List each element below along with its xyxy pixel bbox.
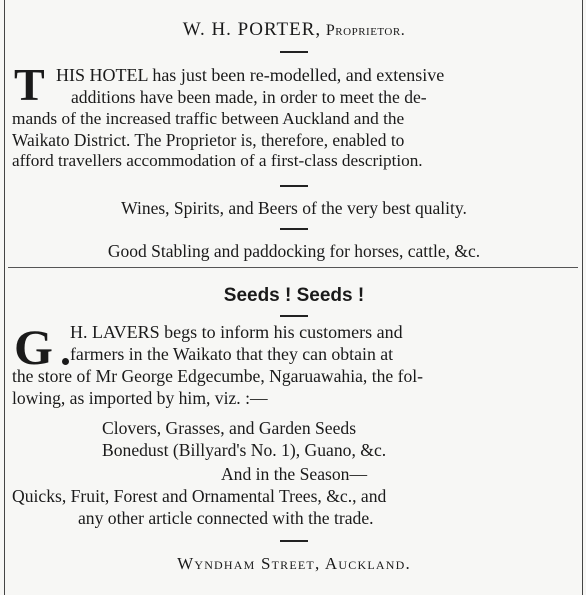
wines-line: Wines, Spirits, and Beers of the very best quality. [121, 198, 467, 218]
hotel-body-line: mands of the increased traffic between Auckland and the [12, 109, 405, 128]
hotel-body-line: additions have been made, in order to meet the de- [71, 87, 427, 107]
seeds-body-line: lowing, as imported by him, viz. :— [12, 388, 268, 408]
stabling-line: Good Stabling and paddocking for horses, cattle, &c. [107, 241, 481, 261]
left-column-rule [4, 0, 5, 595]
address-divider [280, 540, 308, 542]
hotel-body-line: HIS HOTEL has just been re-modelled, and extensive [56, 65, 445, 85]
hotel-body-line: afford travellers accommodation of a first-class description. [12, 151, 423, 170]
dropcap-period [62, 358, 69, 365]
address-line: Wyndham Street, Auckland. [177, 554, 411, 573]
advertisement-separator [8, 267, 578, 268]
proprietor-title: Proprietor. [325, 22, 406, 39]
right-column-rule [582, 0, 583, 595]
proprietor-header [8, 20, 580, 41]
seeds-advertisement [8, 270, 580, 595]
seeds-body-line: farmers in the Waikato that they can obtain at [70, 344, 394, 364]
trees-line: Quicks, Fruit, Forest and Ornamental Trees, &c., and [12, 486, 387, 506]
seeds-body-line: H. LAVERS begs to inform his customers and [70, 322, 403, 342]
seeds-heading: Seeds ! Seeds ! [223, 285, 365, 306]
seeds-item: Clovers, Grasses, and Garden Seeds [102, 418, 357, 438]
header-divider [280, 51, 308, 53]
seeds-heading-divider [280, 315, 308, 317]
hotel-body-line: Waikato District. The Proprietor is, therefore, enabled to [12, 130, 405, 150]
seeds-item: Bonedust (Billyard's No. 1), Guano, &c. [102, 440, 387, 460]
hotel-advertisement [8, 0, 580, 270]
seeds-body-line: the store of Mr George Edgecumbe, Ngaruawahia, the fol- [12, 366, 424, 386]
proprietor-name: W. H. PORTER, [182, 19, 322, 40]
season-line: And in the Season— [220, 464, 368, 484]
wines-divider [280, 185, 308, 187]
stabling-divider [280, 228, 308, 230]
seeds-dropcap: G [14, 319, 53, 375]
trade-line: any other article connected with the trade. [78, 508, 374, 528]
hotel-dropcap: T [14, 59, 45, 110]
